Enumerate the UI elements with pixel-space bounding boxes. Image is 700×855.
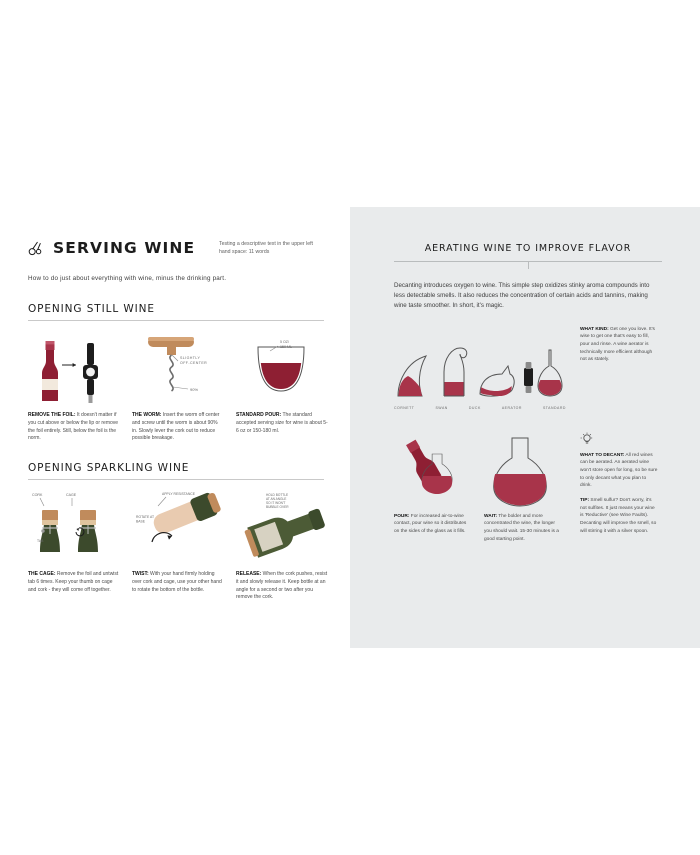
caption-standard-pour	[236, 412, 328, 435]
right-page-title: AERATING WINE TO IMPROVE FLAVOR	[424, 243, 632, 254]
svg-text:HOLD BOTTLE: HOLD BOTTLE	[266, 493, 289, 498]
left-page-content	[28, 239, 328, 602]
decanter-shapes-illustration	[394, 326, 566, 404]
corkscrew-icon	[28, 240, 44, 256]
caption-remove-foil	[28, 412, 120, 443]
caption-lead: STANDARD POUR:	[236, 412, 282, 419]
decant-tip-text	[580, 432, 658, 544]
section-heading-still-wine: OPENING STILL WINE	[28, 303, 155, 316]
caption-lead: RELEASE:	[236, 571, 262, 578]
right-page-lede: Decanting introduces oxygen to wine. This simple step oxidizes stinky aroma compounds into less detectable smells. It also reduces the concentration of certain acids and tannins, making wine taste smoother. In short, it's magic.	[394, 282, 650, 310]
pour-wait-block	[394, 432, 662, 544]
right-page-content	[394, 243, 662, 543]
caption-the-worm	[132, 412, 224, 443]
pour-lead: POUR:	[394, 513, 410, 519]
decanter-label-duck: DUCK	[468, 405, 481, 410]
tip-lead: TIP:	[580, 498, 590, 504]
wait-body: The bolder and more concentrated the wine, the longer you should wait. 15-30 minutes is a good starting point.	[484, 513, 559, 542]
decanter-label-standard: STANDARD	[542, 405, 566, 410]
left-page	[0, 207, 350, 648]
decanter-type-labels	[394, 406, 566, 410]
pour-caption	[394, 513, 472, 544]
svg-text:CAGE: CAGE	[66, 493, 77, 498]
svg-text:CORK: CORK	[32, 493, 43, 498]
twist-bottle-illustration	[132, 488, 224, 566]
caption-the-cage	[28, 571, 120, 594]
section-heading-sparkling-wine: OPENING SPARKLING WINE	[28, 462, 190, 475]
still-wine-columns	[28, 329, 328, 443]
sparkling-item-1	[28, 488, 120, 602]
caption-body: The standard accepted serving size for wine is about 5-6 oz or 150-180 ml.	[236, 412, 328, 434]
decanter-types-block	[394, 326, 662, 410]
caption-body: Remove the foil and untwist tab 6 times. Keep your thumb on cage and cork - they will come off together.	[28, 571, 119, 593]
pour-body: For increased air-to-wine contact, pour wine so it distributes on the sides of the glass as it fills.	[394, 513, 467, 535]
caption-lead: REMOVE THE FOIL:	[28, 412, 76, 419]
svg-text:90%: 90%	[190, 387, 199, 393]
svg-text:BASE: BASE	[136, 519, 146, 524]
still-wine-item-1	[28, 329, 120, 443]
svg-text:APPLY RESISTANCE: APPLY RESISTANCE	[162, 492, 195, 497]
sparkling-item-3	[236, 488, 328, 602]
page-lede: How to do just about everything with wine, minus the drinking part.	[28, 275, 227, 282]
svg-text:TAB: TAB	[37, 539, 44, 544]
wine-glass-illustration	[236, 329, 328, 407]
tip-body: Smell sulfur? Don't worry, it's not sulfites. It just means your wine is 'Reductive' (see Wine Faults). Decanting will improve the smell, so will stirring it with a silver spoon.	[580, 498, 657, 534]
page-title: SERVING WINE	[53, 239, 196, 257]
divider-tick	[528, 262, 529, 269]
what-to-decant-lead: WHAT TO DECANT:	[580, 452, 625, 458]
caption-lead: TWIST:	[132, 571, 149, 578]
sparkling-wine-columns	[28, 488, 328, 602]
caption-lead: THE CAGE:	[28, 571, 56, 578]
decanter-label-cornett: CORNETT	[394, 405, 415, 410]
svg-text:BUBBLE OVER: BUBBLE OVER	[266, 505, 289, 510]
svg-text:SLIGHTLY: SLIGHTLY	[180, 356, 201, 361]
divider	[28, 320, 324, 321]
caption-body: Insert the worm off center and screw until the worm is about 90% in. Slowly lever the cork out to reduce possible breakage.	[132, 412, 220, 442]
svg-text:5 OZ/: 5 OZ/	[280, 340, 289, 345]
release-bottle-illustration	[236, 488, 328, 566]
what-kind-text	[580, 326, 658, 410]
still-wine-item-3	[236, 329, 328, 443]
caption-twist	[132, 571, 224, 594]
lightbulb-icon	[580, 432, 658, 446]
caption-release	[236, 571, 328, 602]
still-wine-item-2	[132, 329, 224, 443]
pour-and-decanter-illustration	[394, 432, 566, 508]
cage-illustration	[28, 488, 120, 566]
caption-body: When the cork pushes, resist it and slowly release it. Keep bottle at an angle for a second or two after you remove the cork.	[236, 571, 328, 601]
right-page	[350, 207, 700, 648]
caption-body: With your hand firmly holding over cork and cage, use your other hand to rotate the bottom of the bottle.	[132, 571, 222, 593]
divider	[28, 479, 324, 480]
svg-text:ROTATE AT: ROTATE AT	[136, 515, 155, 520]
corkscrew-illustration	[132, 329, 224, 407]
what-kind-lead: WHAT KIND:	[580, 326, 609, 332]
wait-lead: WAIT:	[484, 513, 498, 519]
caption-body: It doesn't matter if you cut above or below the lip or remove the foil entirely. Still, below the foil is the norm.	[28, 412, 119, 442]
foil-cutter-illustration	[28, 329, 120, 407]
what-to-decant-body: All red wines can be aerated. An aerated wine won't store open for long, so be sure to only decant what you plan to drink.	[580, 452, 658, 489]
svg-text:150 ML: 150 ML	[280, 345, 292, 350]
upper-right-note: Testing a descriptive text in the upper left hand space: 11 words	[219, 241, 314, 256]
what-kind-body: Get one you love. It's wise to get one that's easy to fill, pour and rinse. A wine aerator is technically more efficient although not as stately.	[580, 326, 655, 363]
decanter-label-swan: SWAN	[435, 405, 448, 410]
svg-text:AT AN ANGLE: AT AN ANGLE	[266, 497, 287, 502]
wait-caption	[484, 513, 562, 544]
svg-text:SO IT WON'T: SO IT WON'T	[266, 501, 286, 506]
decanter-label-aerator: AERATOR	[501, 405, 522, 410]
svg-text:OFF-CENTER: OFF-CENTER	[180, 361, 208, 366]
sparkling-item-2	[132, 488, 224, 602]
caption-lead: THE WORM:	[132, 412, 162, 419]
